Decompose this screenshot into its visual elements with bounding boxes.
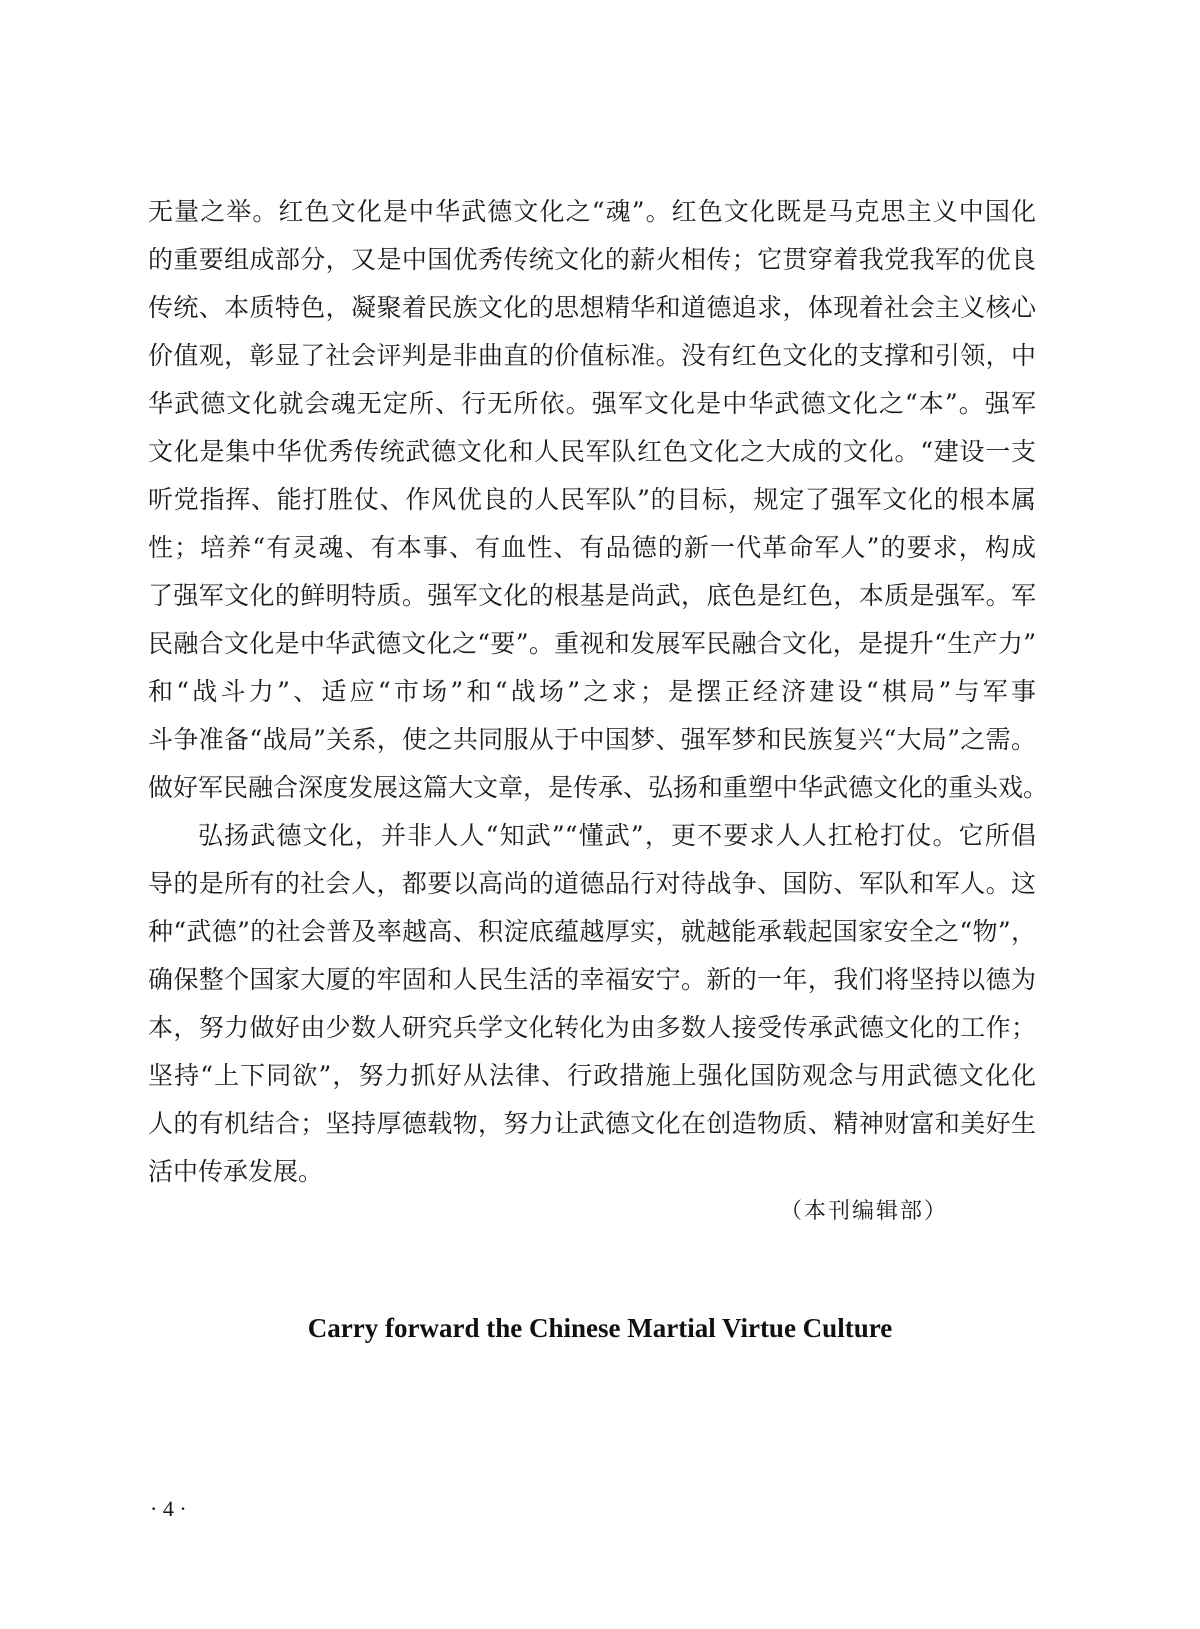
body-text — [148, 188, 1049, 1196]
paragraph-2 — [148, 812, 1036, 1196]
text-line: 斗争准备“战局”关系，使之共同服从于中国梦、强军梦和民族复兴“大局”之需。 — [148, 725, 1036, 754]
text-line: 弘扬武德文化，并非人人“知武”“懂武”，更不要求人人扛枪打仗。它所倡 — [198, 821, 1036, 850]
editorial-signature: （本刊编辑部） — [780, 1199, 949, 1224]
text-line: 无量之举。红色文化是中华武德文化之“魂”。红色文化既是马克思主义中国化 — [148, 197, 1036, 226]
text-line: 导的是所有的社会人，都要以高尚的道德品行对待战争、国防、军队和军人。这 — [148, 869, 1036, 898]
text-line: 和“战斗力”、适应“市场”和“战场”之求；是摆正经济建设“棋局”与军事 — [148, 677, 1036, 706]
text-line: 活中传承发展。 — [148, 1157, 324, 1186]
text-line: 做好军民融合深度发展这篇大文章，是传承、弘扬和重塑中华武德文化的重头戏。 — [148, 773, 1049, 802]
paragraph-1 — [148, 188, 1049, 812]
text-line: 听党指挥、能打胜仗、作风优良的人民军队”的目标，规定了强军文化的根本属 — [148, 485, 1036, 514]
text-line: 传统、本质特色，凝聚着民族文化的思想精华和道德追求，体现着社会主义核心 — [148, 293, 1036, 322]
text-line: 本，努力做好由少数人研究兵学文化转化为由多数人接受传承武德文化的工作； — [148, 1013, 1036, 1042]
text-line: 价值观，彰显了社会评判是非曲直的价值标准。没有红色文化的支撑和引领，中 — [148, 341, 1036, 370]
text-line: 种“武德”的社会普及率越高、积淀底蕴越厚实，就越能承载起国家安全之“物”， — [148, 917, 1036, 946]
text-line: 了强军文化的鲜明特质。强军文化的根基是尚武，底色是红色，本质是强军。军 — [148, 581, 1036, 610]
text-line: 坚持“上下同欲”，努力抓好从法律、行政措施上强化国防观念与用武德文化化 — [148, 1061, 1036, 1090]
text-line: 民融合文化是中华武德文化之“要”。重视和发展军民融合文化，是提升“生产力” — [148, 629, 1036, 658]
text-line: 华武德文化就会魂无定所、行无所依。强军文化是中华武德文化之“本”。强军 — [148, 389, 1036, 418]
text-line: 性；培养“有灵魂、有本事、有血性、有品德的新一代革命军人”的要求，构成 — [148, 533, 1036, 562]
english-title: Carry forward the Chinese Martial Virtue Culture — [307, 1313, 893, 1343]
text-line: 人的有机结合；坚持厚德载物，努力让武德文化在创造物质、精神财富和美好生 — [148, 1109, 1036, 1138]
text-line: 确保整个国家大厦的牢固和人民生活的幸福安宁。新的一年，我们将坚持以德为 — [148, 965, 1036, 994]
text-line: 的重要组成部分，又是中国优秀传统文化的薪火相传；它贯穿着我党我军的优良 — [148, 245, 1036, 274]
page-number: · 4 · — [150, 1496, 187, 1521]
text-line: 文化是集中华优秀传统武德文化和人民军队红色文化之大成的文化。“建设一支 — [148, 437, 1036, 466]
